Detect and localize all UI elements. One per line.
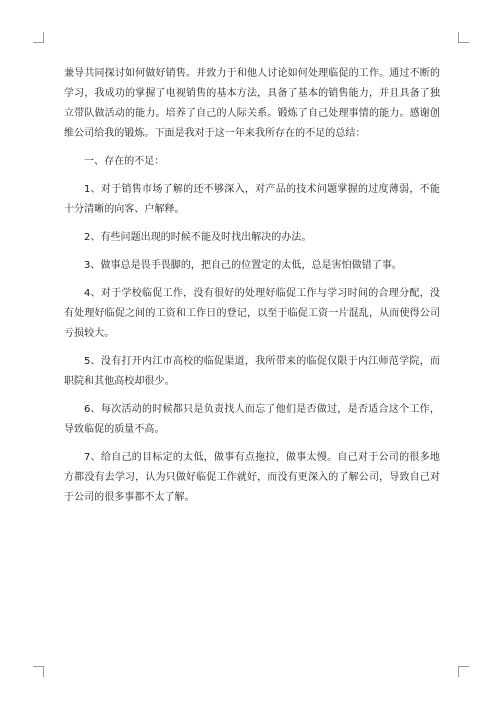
section-heading-shortcomings: 一、存在的不足： (84, 156, 165, 167)
list-item: 5、没有打开内江市高校的临促渠道，我所带来的临促仅限于内江师范学院，而职院和其他高校却很少。 (64, 356, 440, 387)
list-item: 6、每次活动的时候都只是负责找人而忘了他们是否做过，是否适合这个工作，导致临促的质量不高。 (64, 404, 440, 435)
crop-mark-bottom-left (33, 666, 44, 677)
crop-mark-top-right (458, 32, 469, 43)
document-body (64, 64, 440, 516)
list-item: 2、有些问题出现的时候不能及时找出解决的办法。 (84, 232, 312, 243)
list-item: 7、给自己的目标定的太低，做事有点拖拉，做事太慢。自己对于公司的很多地方都没有去学习，认为只做好临促工作就好，而没有更深入的了解公司，导致自己对于公司的很多事都不太了解。 (64, 452, 440, 503)
crop-mark-top-left (33, 32, 44, 43)
list-item: 1、对于销售市场了解的还不够深入，对产品的技术问题掌握的过度薄弱，不能十分清晰的向客、户解释。 (64, 184, 440, 215)
list-item: 4、对于学校临促工作，没有很好的处理好临促工作与学习时间的合理分配，没有处理好临促之间的工资和工作日的登记，以至于临促工资一片混乱，从而使得公司亏损较大。 (64, 288, 440, 339)
intro-paragraph: 兼导共同探讨如何做好销售。并致力于和他人讨论如何处理临促的工作。通过不断的学习，我成功的掌握了电视销售的基本方法，具备了基本的销售能力，并且具备了独立带队做活动的能力。培养了自己的人际关系。锻炼了自己处理事情的能力。感谢创维公司给我的锻炼。下面是我对于这一年来我所存在的不足的总结： (64, 68, 440, 139)
list-item: 3、做事总是畏手畏脚的，把自己的位置定的太低，总是害怕做错了事。 (84, 260, 402, 271)
crop-mark-bottom-right (458, 666, 469, 677)
